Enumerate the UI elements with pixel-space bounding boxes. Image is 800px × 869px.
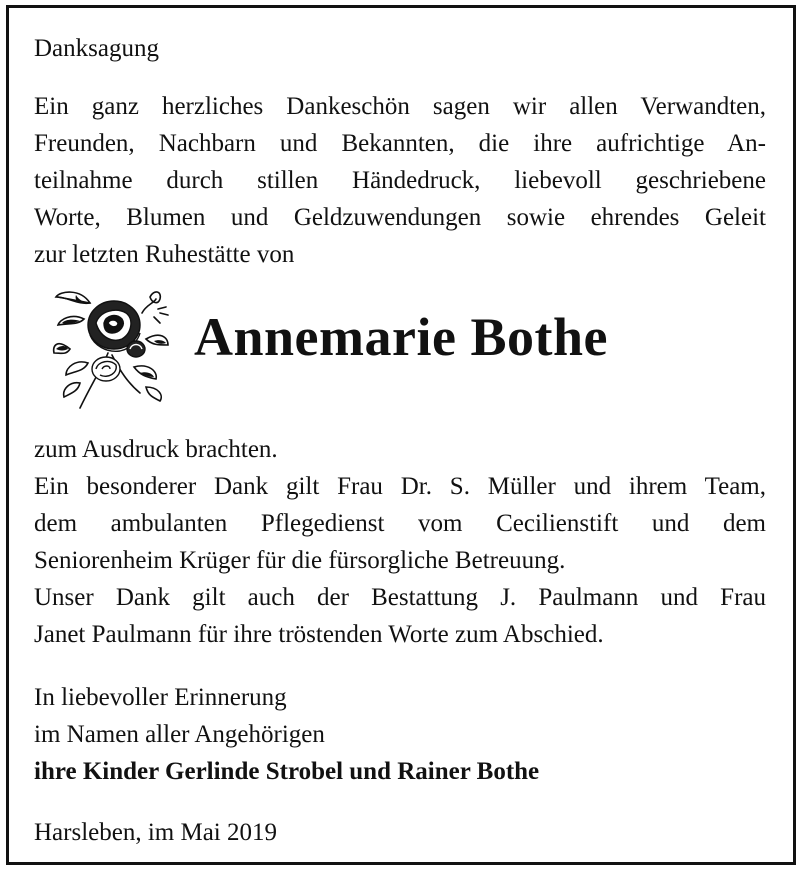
intro-paragraph [34, 88, 766, 273]
intro-line: Freunden, Nachbarn und Bekannten, die ihre aufrichtige An- [34, 130, 766, 157]
notice-heading: Danksagung [34, 35, 159, 62]
deceased-name: Annemarie Bothe [194, 307, 608, 367]
remembrance-block [34, 679, 766, 790]
place-date: Harsleben, im Mai 2019 [34, 819, 278, 846]
thanks-line: Janet Paulmann für ihre tröstenden Worte zum Abschied. [34, 621, 604, 648]
obituary-notice [34, 30, 766, 851]
thanks-line: dem ambulanten Pflegedienst vom Cecilienstift und dem [34, 510, 766, 537]
remembrance-line: im Namen aller Angehörigen [34, 721, 325, 748]
deceased-block [34, 283, 766, 423]
rose-icon [50, 283, 174, 413]
intro-line: Worte, Blumen und Geldzuwendungen sowie ehrendes Geleit [34, 204, 766, 231]
intro-line: zur letzten Ruhestätte von [34, 241, 295, 268]
thanks-paragraph [34, 431, 766, 653]
intro-line: teilnahme durch stillen Händedruck, liebevoll geschriebene [34, 167, 766, 194]
remembrance-line: In liebevoller Erinnerung [34, 684, 287, 711]
thanks-line: zum Ausdruck brachten. [34, 436, 278, 463]
thanks-line: Seniorenheim Krüger für die fürsorgliche Betreuung. [34, 547, 566, 574]
signatories: ihre Kinder Gerlinde Strobel und Rainer Bothe [34, 758, 540, 785]
thanks-line: Ein besonderer Dank gilt Frau Dr. S. Müller und ihrem Team, [34, 473, 766, 500]
thanks-line: Unser Dank gilt auch der Bestattung J. Paulmann und Frau [34, 584, 766, 611]
intro-line: Ein ganz herzliches Dankeschön sagen wir allen Verwandten, [34, 93, 766, 120]
